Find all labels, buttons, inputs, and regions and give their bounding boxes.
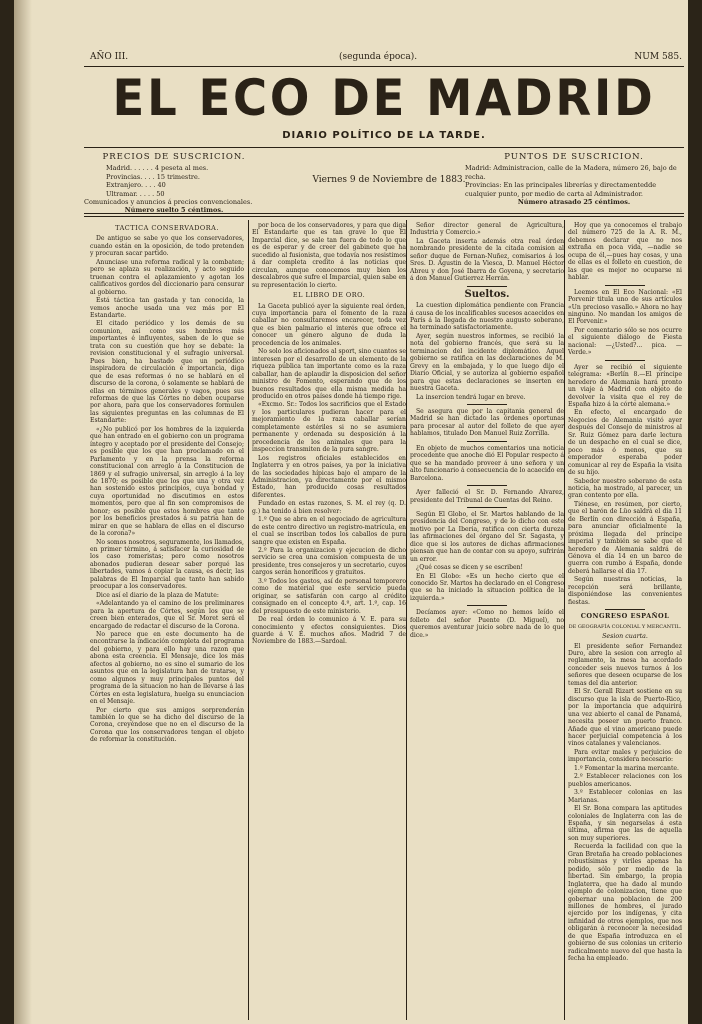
divider bbox=[467, 441, 507, 442]
article-paragraph: Está táctica tan gastada y tan conocida, la vemos anoche usada una vez más por El Estandarte. bbox=[90, 297, 244, 319]
issue-year: AÑO III. bbox=[90, 52, 129, 62]
issue-number: NUM 585. bbox=[634, 52, 682, 62]
article-paragraph: 1.º Que se abra en el negociado de agricultura de este centro directivo un registro-matrícula, en el cual se inscriban todos los caballos de pura sangre que existen en España. bbox=[252, 516, 406, 546]
article-paragraph: 2.º Para la organizacion y ejecucion de dicho servicio se crea una comision compuesta de un presidente, tres consejeros y un secretario, cuyos cargos serán honoríficos y gratuitos. bbox=[252, 547, 406, 577]
subscription-prices bbox=[84, 153, 264, 215]
article-paragraph: El presidente señor Fernandez Duro, abre la sesion con arreglo al reglamento, la mesa ha acordado conceder seis nuevos turnos á los señores que deseen ocuparse de los temas del dia anterior. bbox=[568, 642, 682, 687]
article-paragraph: Decíamos ayer: «Como no hemos leído el folleto del señor Puente (D. Miguel), no queremos aventurar juicio sobre nada de lo que dice.» bbox=[410, 609, 564, 639]
article-paragraph: El citado periódico y los demás de su comunion, así como sus hombres más importantes é influyentes, saben de lo que se trata con su cuestión que hoy se debate: la revision constitucional y el sufragio universal. Pues bien, ha bastado que un periódico inspiradora de circulación é importancia, diga que de esas reformas ó no se hablará en el discurso de la corona, ó solamente se hablará de ellas en términos generales y vagos, pues sus reformas de que las Córtes no deben ocuparse por ahora, para que los conservadores formulen las siguientes preguntas en las columnas de El Estandarte: bbox=[90, 320, 244, 425]
single-issue-price: Número suelto 5 céntimos. bbox=[124, 206, 224, 215]
issue-date: Viernes 9 de Noviembre de 1883. bbox=[312, 175, 466, 185]
article-heading: EL LIBRO DE ORO. bbox=[292, 291, 366, 300]
article-paragraph: La insercion tendrá lugar en breve. bbox=[416, 393, 526, 401]
article-paragraph: por boca de los conservadores, y para que diga El Estandarte que es tan grave lo que El Imparcial dice, se sale tan fuera de todo lo que es de esperar y de creer del gabinete que ha sucedido al fusionista, que todavía nos resistimos á dar completa credito á las noticias que circulan, aunque conocemos muy bien los descalabros que sufre el Imparcial, quien sabe en su representación lo cierto. bbox=[252, 222, 406, 289]
article-paragraph: La cuestion diplomática pendiente con Francia á causa de los incalificables sucesos acaecidos en París á la llegada de nuestro augusto soberano, ha terminado satisfactoriamente. bbox=[410, 302, 564, 332]
article-paragraph: «Adelantando ya el camino de los preliminares para la apertura de Córtes, según los que se creen bien enterados, que el Sr. Moret será el encargado de redactar el discurso de la Corona. bbox=[90, 600, 244, 630]
column-rule bbox=[248, 220, 249, 1020]
article-paragraph: «¿No publicó por los hombres de la izquierda que han entrado en el gobierno con un programa íntegro y aceptado por el presidente del Consejo; es posible que los que han proclamado en el Parlamento y en la prensa la reforma constitucional con arreglo á la Constitucion de 1869 y el sufragio universal, sin arreglo á la ley de 1870; es posible que los que una y otra vez han sostenido estos principios, cuya bondad y cuya oportunidad no discutimos en estos momentos, pero que al fin son compromisos de honor; es posible que estos hombres que tanto por los beneficios prestados á su patria han de mirar en que se hablara de ellas en el discurso de la corona?» bbox=[90, 425, 244, 538]
article-paragraph: 3.º Todos los gastos, así de personal temporero como de material que este servicio pueda originar, se satisfarán con cargo al crédito consignado en el concepto 4.º, art. 1.º, cap. 16 del presupuesto de este ministerio. bbox=[252, 577, 406, 615]
price-row: Extranjero. . . . 40 bbox=[106, 181, 166, 190]
back-issue-price: Número atrasado 25 céntimos. bbox=[517, 198, 631, 207]
divider bbox=[84, 216, 684, 217]
divider bbox=[467, 507, 507, 508]
prices-heading: PRECIOS DE SUSCRICION. bbox=[102, 152, 246, 162]
price-row: Madrid. . . . . . 4 peseta al mes. bbox=[106, 164, 209, 173]
section-heading: Sueltos. bbox=[464, 288, 510, 300]
article-paragraph: Señor director general de Agricultura, Industria y Comercio.» bbox=[410, 222, 564, 237]
article-paragraph: Fundado en estas razones, S. M. el rey (q. D. g.) ha tenido á bien resolver: bbox=[252, 500, 406, 515]
divider bbox=[605, 609, 645, 610]
prices-note: Comunicados y anuncios á precios convencionales. bbox=[84, 198, 253, 207]
points-heading: PUNTOS DE SUSCRICION. bbox=[504, 152, 644, 162]
article-paragraph: El Sr. Bona compara las aptitudes coloniales de Inglaterra con las de España, y sin negarselas á esta última, afirma que las de aquella son muy superiores. bbox=[568, 805, 682, 842]
price-row: Provincias. . . . 15 trimestre. bbox=[106, 172, 200, 181]
newspaper-title: EL ECO DE MADRID bbox=[112, 69, 656, 127]
article-paragraph: Anunciase una reforma radical y la combaten; pero se aplaza su realización, y acto seguido truenan contra el aplazamiento y agotan los calificativos gordos del diccionario para censurar al gobierno. bbox=[90, 258, 244, 296]
article-paragraph: Ayer se recibió el siguiente telegrama: «Berlín 8.—El príncipe heredero de Alemania hará pronto un viaje á Madrid con objeto de devolver la visita que el rey de España hizo á la córte alemana.» bbox=[568, 363, 682, 408]
divider bbox=[467, 605, 507, 606]
column-2 bbox=[252, 222, 406, 1022]
price-row: Ultramar. . . . . 50 bbox=[106, 189, 165, 198]
column-1 bbox=[90, 222, 244, 1022]
divider bbox=[84, 66, 684, 67]
article-paragraph: Por comentario sólo se nos ocurre el siguiente diálogo de Fiesta nacional: —¿Usted?... pica. —Verde.» bbox=[568, 326, 682, 357]
divider bbox=[467, 404, 507, 405]
article-paragraph: «Excmo. Sr.: Todos los sacrificios que el Estado y los particulares pudieran hacer para el mejoramiento de la raza caballar serían completamente estériles si no se asumiera permanente y ordenada su desposición á la procedencia de los animales que para la inspeccion transmiten de la pura sangre. bbox=[252, 401, 406, 454]
article-paragraph: De antiguo se sabe yo que los conservadores, cuando están en la oposición, de todo pretenden y procuran sacar partido. bbox=[90, 235, 244, 258]
article-paragraph: No parece que en este documento ha de encontrarse la indicación completa del programa del gobierno, y para ello hay una razon que abona esta creencia. El Mensaje, dice los más afectos al gobierno, no es sino el sumario de los asuntos que en la legislatura han de tratarse, y como algunos y muy principales puntos del programa de la situacion no han de llevarse á las Córtes en esta legislatura, huelga su enunciacion en el Mensaje. bbox=[90, 631, 244, 706]
divider bbox=[467, 485, 507, 486]
article-heading: CONGRESO ESPAÑOL bbox=[580, 612, 670, 621]
article-paragraph: Recuerda la facilidad con que la Gran Bretaña ha creado poblaciones robustísimas y viriles apenas ha podido, sólo por medio de la libertad. Sin embargo, la propia Inglaterra, que ha dado al mundo ejemplo de colonizacion, tiene que gobernar una poblacion de 200 millones de hombres, el jurado ejercido por los indígenas, y cita infinidad de otros ejemplos, que nos obligarán á reconocer la necesidad de que España introduzca en el gobierno de sus colonias un criterio radicalmente nuevo del que hasta la fecha ha empleado. bbox=[568, 843, 682, 963]
article-paragraph: 1.º Fomentar la marina mercante. bbox=[574, 764, 679, 772]
issue-epoch: (segunda época). bbox=[339, 52, 418, 62]
newspaper-page bbox=[14, 0, 688, 1024]
article-paragraph: Para evitar males y perjuicios de importancia, considera necesario: bbox=[568, 748, 682, 764]
article-paragraph: En El Globo: «Es un hecho cierto que el conocido Sr. Martos ha declarado en el Congreso que se ha iniciado la situacion política de la izquierda.» bbox=[410, 572, 564, 602]
article-paragraph: Sabedor nuestro soberano de esta noticia, ha mostrado, al parecer, un gran contento por ella. bbox=[568, 477, 682, 500]
divider bbox=[605, 360, 645, 361]
article-paragraph: Leemos en El Eco Nacional: «El Porvenir titula uno de sus artículos «Un precioso vasallo.» Ahora no hay ninguno. No mandan los amigos de El Porvenir.» bbox=[568, 288, 682, 326]
divider bbox=[84, 147, 684, 148]
article-paragraph: ¿Qué cosas se dicen y se escriben! bbox=[416, 564, 523, 572]
article-paragraph: El Sr. Gerall Rizart sostiene en su discurso que la isla de Puerto-Rico, por la importancia que adquirirá una vez abierto el canal de Panamá, necesita poseer un puerto franco. Añade que el vino americano puede hacer perjuicial competencia á los vinos catalanes y valencianos. bbox=[568, 688, 682, 748]
article-paragraph: Tiénese, en resúmen, por cierto, que el barón de Lüo saldrá el dia 11 de Berlín con dirección á España, para anunciar oficialmente la próxima llegada del príncipe imperial y también se sabe que el heredero de Alemania saldrá de Génova el día 14 en un barco de guerra con rumbo á España, donde deberá hallarse el dia 17. bbox=[568, 500, 682, 575]
article-subheading: DE GEOGRAFÍA COLONIAL Y MERCANTIL. bbox=[568, 623, 682, 630]
article-paragraph: 3.º Establecer colonias en las Marianas. bbox=[568, 789, 682, 804]
article-paragraph: No somos nosotros, seguramente, los llamados, en primer término, á satisfacer la curiosidad de los caso romeristas; pero como nosotros abonados pudieran desear saber porqué las libertades, vamos á copiar la causa, es decir, las palabras de El Imparcial que tanto han sabido preocupar a los conservadores. bbox=[90, 538, 244, 591]
points-madrid: Madrid: Administracion, calle de la Madera, número 26, bajo de recha. bbox=[465, 164, 677, 181]
session-label: Sesion cuarta. bbox=[602, 633, 648, 641]
column-rule bbox=[406, 220, 407, 1020]
article-paragraph: La Gaceta publicó ayer la siguiente real órden, cuya importancia para el fomento de la raza caballar no consultaremos encarecer, toda vez que es bien palmario el interés que ofrece el conocer un género alguno de duda la procedencia de los animales. bbox=[252, 302, 406, 347]
divider bbox=[467, 286, 507, 287]
article-paragraph: En objeto de muchos comentarios una noticia procedente que anoche dió El Popular respecto á que se ha mandado proveer á uno señora y un alto funcionario á consecuencia de lo acaecido en Barcelona. bbox=[410, 444, 564, 482]
article-paragraph: Según El Globo, el Sr. Martos hablando de la presidencia del Congreso, y de lo dicho con este motivo por La Iberia, ratifica con cierta dureza las afirmaciones del órgano del Sr. Sagasta, y dice que si los autores de dichas afirmaciones piensan que han de contar con su apoyo, sufrirán un error. bbox=[410, 510, 564, 563]
article-paragraph: Dice así el diario de la plaza de Matute: bbox=[96, 591, 219, 599]
article-paragraph: La Gaceta inserta además otra real órden nombrando presidente de la citada comision al señor duque de Fernan-Nuñez, comisarios á los Sres. D. Agustin de la Viesca, D. Manuel Héctor Abreu y don José Ibarra de Goyena, y secretario á don Manuel Gutierrez Herrán. bbox=[410, 237, 564, 283]
divider bbox=[84, 213, 684, 214]
article-paragraph: No solo los aficionados al sport, sino cuantos se interesen por el desarrollo de un elemento de la riqueza pública tan importante como es la raza caballar, han de aplaudir la disposicion del señor ministro de Fomento, esperando que de los buenos resultados que ella misma medida ha producido en otros países donde há tiempo rige. bbox=[252, 348, 406, 400]
article-paragraph: Se asegura que por la capitania general de Madrid se han dictado las órdenes oportunas para procesar al autor del folleto de que ayer hablamos, titulado Don Manuel Ruiz Zorrilla. bbox=[410, 407, 564, 438]
newspaper-subtitle: DIARIO POLÍTICO DE LA TARDE. bbox=[282, 130, 486, 141]
article-paragraph: Por cierto que sus amigos sorprenderán también lo que se ha dicho del discurso de la Corona, creyéndose que no en el discurso de la Corona que los conservadores tengan el objeto de reformar la constitución. bbox=[90, 706, 244, 744]
points-provincias: Provincias: En las principales librerías y directamentedde cualquier punto, por medio de carta al Administrador. bbox=[465, 181, 657, 198]
divider bbox=[605, 285, 645, 286]
article-paragraph: Hoy que ya conocemos el trabajo del número 725 de la A. R. M., debemos declarar que no nos extraña en poca vida, —nadie se ocupa de él,—pues hay cosas, y una de ellas es el folleto en cuestion, de las que es mejor no ocuparse ni hablar. bbox=[568, 222, 682, 282]
article-paragraph: Ayer, según nuestros informes, se recibió la nota del gobierno francés, que será su la terminacion del incidente diplomático. Aquel gobierno se ratifica en las declaraciones de M. Grevy en la embajada, y lo que luego dijo el Diario Oficial, y se autoriza al gobierno español para que estas declaraciones se inserten en nuestra Gaceta. bbox=[410, 332, 564, 393]
article-paragraph: Según nuestras noticias, la recepción será brillante, disponiéndose las convenientes fiestas. bbox=[568, 576, 682, 606]
column-rule bbox=[564, 220, 565, 1020]
column-3 bbox=[410, 222, 564, 1022]
column-4 bbox=[568, 222, 682, 1022]
article-paragraph: Los registros oficiales establecidos en Inglaterra y en otros países, ya por la iniciativa de las sociedades hípicas bajo el amparo de la Administracion, ya directamente por el mismo Estado, han producido cosas resultados diferentes. bbox=[252, 454, 406, 499]
article-heading: TACTICA CONSERVADORA. bbox=[115, 224, 219, 232]
article-paragraph: De real órden lo comunico á V. E. para su conocimiento y efectos consiguientes. Dios guarde á V. E. muchos años. Madrid 7 de Noviembre de 1883.—Sardoal. bbox=[252, 616, 406, 646]
article-paragraph: 2.º Establecer relaciones con los pueblos americanos. bbox=[568, 773, 682, 788]
article-paragraph: Ayer falleció el Sr. D. Fernando Alvarez, presidente del Tribunal de Cuentas del Reino. bbox=[410, 489, 564, 504]
article-paragraph: En efecto, el encargado de Negocios de Alemania visitó ayer después del Consejo de ministros al Sr. Ruiz Gómez para darle lectura de un despacho en el cual se dice, poco más ó menos, que su emperador esperaba poder comunicar al rey de España la visita de su hijo. bbox=[568, 409, 682, 477]
subscription-points bbox=[465, 153, 683, 206]
